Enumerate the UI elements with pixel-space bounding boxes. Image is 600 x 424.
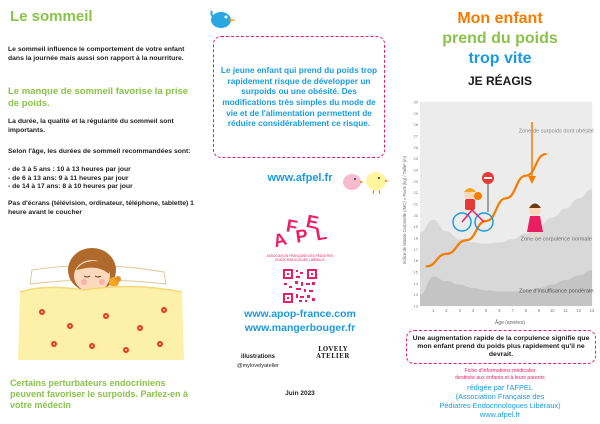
chart-ylabel: Indice de Masse Corporelle (IMC) = Poids (kg) / Taille² (m) bbox=[402, 155, 407, 265]
y-tick-label: 16 bbox=[413, 258, 418, 264]
duration-item: - de 14 à 17 ans: 8 à 10 heures par jour bbox=[8, 183, 133, 191]
svg-text:A: A bbox=[271, 228, 289, 252]
title-line-2: prend du poids bbox=[442, 30, 558, 47]
redige-url[interactable]: www.afpel.fr bbox=[479, 410, 521, 419]
zone-normal-label: Zone de corpulence normale bbox=[520, 236, 592, 243]
screens-advice: Pas d'écrans (télévision, ordinateur, téléphone, tablette) 1 heure avant le coucher bbox=[8, 200, 194, 216]
redige-line-2: (Association Française des bbox=[455, 392, 545, 401]
redige-line-1: rédigée par l'AFPEL bbox=[467, 383, 533, 392]
x-tick-label: 10 bbox=[549, 308, 555, 313]
x-tick-label: 5 bbox=[484, 308, 488, 313]
title-line-3: trop vite bbox=[468, 50, 532, 67]
bird-icon bbox=[208, 8, 238, 30]
zone-underweight-label: Zone d'insuffisance pondérale bbox=[519, 288, 594, 295]
title-line-1: Mon enfant bbox=[457, 10, 543, 27]
afpel-logo bbox=[266, 198, 334, 268]
svg-text:E: E bbox=[304, 211, 321, 234]
x-tick-label: 6 bbox=[498, 308, 501, 313]
duration-item: - de 3 à 5 ans : 10 à 13 heures par jour bbox=[8, 166, 131, 173]
y-tick-label: 30 bbox=[413, 99, 418, 105]
right-panel bbox=[400, 0, 600, 424]
illustrator-handle: @mylovelyatelier bbox=[237, 363, 279, 369]
y-tick-label: 27 bbox=[413, 133, 418, 139]
chicks-icon bbox=[336, 164, 392, 194]
x-tick-label: 8 bbox=[524, 308, 528, 313]
warning-box bbox=[406, 330, 596, 364]
sleep-durations bbox=[8, 166, 194, 192]
y-tick-label: 17 bbox=[413, 246, 418, 252]
duration-item: - de 6 à 13 ans: 9 à 11 heures par jour bbox=[8, 174, 129, 182]
svg-text:L: L bbox=[313, 222, 329, 245]
apop-link[interactable]: www.apop-france.com bbox=[244, 308, 356, 320]
x-tick-label: 9 bbox=[537, 308, 541, 313]
y-tick-label: 13 bbox=[413, 292, 418, 298]
y-tick-label: 29 bbox=[413, 110, 418, 116]
y-tick-label: 19 bbox=[413, 224, 418, 230]
middle-panel bbox=[200, 0, 400, 424]
chart-xlabel: Âge (années) bbox=[494, 320, 526, 326]
afpel-logo-letters bbox=[270, 198, 330, 258]
y-tick-label: 14 bbox=[413, 280, 418, 286]
y-tick-label: 24 bbox=[413, 167, 418, 173]
x-tick-label: 4 bbox=[471, 308, 475, 313]
y-tick-label: 12 bbox=[413, 303, 418, 309]
y-tick-label: 25 bbox=[413, 156, 418, 162]
svg-text:P: P bbox=[294, 225, 310, 247]
fiche-line-2: destinée aux enfants et à leurs parents bbox=[455, 375, 545, 381]
y-tick-label: 28 bbox=[413, 122, 418, 128]
y-tick-label: 26 bbox=[413, 144, 418, 150]
x-tick-label: 13 bbox=[589, 308, 595, 313]
warning-text: Une augmentation rapide de la corpulence signifie que mon enfant prend du poids plus rapidement qu'il ne devrait. bbox=[412, 334, 590, 359]
sleep-age-intro: Selon l'âge, les durées de sommeil recommandées sont: bbox=[8, 148, 191, 155]
zone-overweight-label: Zone de surpoids dont obésité bbox=[518, 128, 594, 135]
svg-text:F: F bbox=[284, 215, 299, 238]
y-tick-label: 20 bbox=[413, 212, 418, 218]
sleep-intro: Le sommeil influence le comportement de votre enfant dans la journée mais aussi son rapport à la nourriture. bbox=[8, 46, 185, 62]
lovely-atelier-logo: LOVELY ATELIER bbox=[316, 346, 350, 360]
sleeping-child-illustration bbox=[14, 232, 189, 362]
afpel-caption: ASSOCIATION FRANÇAISE DES PÉDIATRES ENDOCRINOLOGUES LIBÉRAUX bbox=[266, 254, 334, 262]
endocrine-note: Certains perturbateurs endocriniens peuvent favoriser le surpoids. Parlez-en à votre médecin bbox=[10, 378, 189, 410]
y-tick-label: 21 bbox=[413, 201, 418, 207]
publication-date: Juin 2023 bbox=[285, 390, 315, 397]
left-panel bbox=[0, 0, 200, 424]
redige-line-3: Pédiatres Endocrinologues Libéraux) bbox=[439, 401, 561, 410]
mangerbouger-link[interactable]: www.mangerbouger.fr bbox=[244, 322, 356, 334]
sleep-title: Le sommeil bbox=[10, 8, 93, 25]
info-box bbox=[213, 36, 385, 158]
y-tick-label: 18 bbox=[413, 235, 418, 241]
illustrations-label: illustrations bbox=[240, 354, 275, 360]
x-tick-label: 12 bbox=[576, 308, 582, 313]
x-tick-label: 3 bbox=[458, 308, 461, 313]
info-text: Le jeune enfant qui prend du poids trop rapidement risque de développer un surpoids ou une obésité. Des modifications très simples du mode de vie et de l'alimentation permettent de réduire considérablement ce risque. bbox=[220, 65, 378, 129]
qr-code[interactable] bbox=[282, 268, 318, 304]
x-tick-label: 1 bbox=[432, 308, 435, 313]
sleep-quality: La durée, la qualité et la régularité du sommeil sont importants. bbox=[8, 118, 174, 134]
x-tick-label: 7 bbox=[511, 308, 514, 313]
bmi-chart bbox=[400, 92, 600, 328]
x-tick-label: 2 bbox=[445, 308, 448, 313]
je-reagis: JE RÉAGIS bbox=[467, 74, 533, 88]
sleep-highlight: Le manque de sommeil favorise la prise de poids. bbox=[8, 86, 189, 109]
y-tick-label: 15 bbox=[413, 269, 418, 275]
y-tick-label: 23 bbox=[413, 178, 418, 184]
afpel-link[interactable]: www.afpel.fr bbox=[267, 172, 333, 184]
fiche-line-1: Fiche d'informations médicales bbox=[464, 368, 536, 374]
y-tick-label: 22 bbox=[413, 190, 418, 196]
x-tick-label: 11 bbox=[563, 308, 568, 313]
